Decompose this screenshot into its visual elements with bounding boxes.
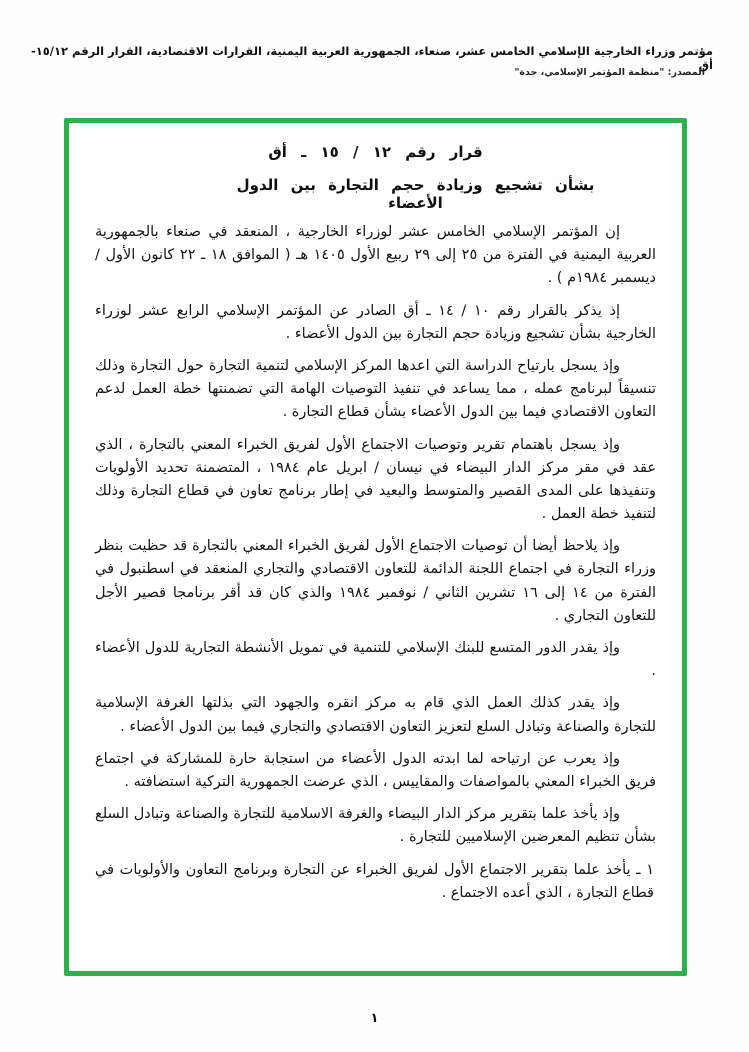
resolution-title: قرار رقم ١٢ / ١٥ ـ أق bbox=[268, 143, 483, 161]
operative-item-1: ١ ـ يأخذ علما بتقرير الاجتماع الأول لفريق الخبراء عن التجارة وبرنامج التعاون والأولويات في قطاع التجارة ، الذي أعده الاجتماع . bbox=[95, 861, 654, 901]
recital-paragraph: وإذ يقدر الدور المتسع للبنك الإسلامي للتنمية في تمويل الأنشطة التجارية للدول الأعضاء . bbox=[95, 640, 656, 680]
preamble-paragraph: إن المؤتمر الإسلامي الخامس عشر لوزراء الخارجية ، المنعقد في صنعاء بالجمهورية العربية اليمنية في الفترة من ٢٥ إلى ٢٩ ربيع الأول ١٤٠٥ هـ ( الموافق ١٨ ـ ٢٢ كانون الأول / ديسمبر ١٩٨٤م ) . bbox=[95, 224, 656, 287]
resolution-body bbox=[95, 221, 656, 905]
resolution-green-frame bbox=[64, 118, 687, 976]
recital-paragraph: وإذ يعرب عن ارتياحه لما ابدته الدول الأعضاء من استجابة حارة للمشاركة في اجتماع فريق الخبراء المعني بالمواصفات والمقاييس ، الذي عرضت الجمهورية التركية استضافته . bbox=[95, 750, 656, 790]
recital-paragraph: وإذ يأخذ علما بتقرير مركز الدار البيضاء والغرفة الاسلامية للتجارة والصناعة وتبادل السلع بشأن تنظيم المعرضين الإسلاميين للتجارة . bbox=[95, 806, 656, 846]
resolution-subtitle: بشأن تشجيع وزيادة حجم التجارة بين الدول الأعضاء bbox=[236, 176, 595, 212]
recital-paragraph: وإذ يقدر كذلك العمل الذي قام به مركز انقره والجهود التي بذلتها الغرفة الإسلامية للتجارة والصناعة وتبادل السلع لتعزيز التعاون الاقتصادي والتجاري فيما بين الدول الأعضاء . bbox=[95, 695, 656, 735]
document-citation-header: مؤتمر وزراء الخارجية الإسلامي الخامس عشر، صنعاء، الجمهورية العربية اليمنية، القرارات الاقتصادية، القرار الرقم ١٥/١٢-أق bbox=[30, 44, 713, 72]
document-source-line: المصدر: "منظمة المؤتمر الإسلامي، جدة" bbox=[514, 67, 705, 78]
recital-paragraph: وإذ يسجل باهتمام تقرير وتوصيات الاجتماع الأول لفريق الخبراء المعني بالتجارة ، الذي عقد في مقر مركز الدار البيضاء في نيسان / ابريل عام ١٩٨٤ ، المتضمنة تحديد الأولويات وتنفيذها على المدى القصير والمتوسط والبعيد في إطار برنامج تعاون في قطاع التجارة وذلك لتنفيذ خطة العمل . bbox=[95, 436, 656, 523]
page-number: ١ bbox=[370, 1011, 379, 1026]
recital-paragraph: وإذ يلاحظ أيضا أن توصيات الاجتماع الأول لفريق الخبراء المعني بالتجارة قد حظيت بنظر وزراء التجارة في اجتماع اللجنة الدائمة للتعاون الاقتصادي والتجاري المنعقد في اسطنبول في الفترة من ١٤ إلى ١٦ تشرين الثاني / نوفمبر ١٩٨٤ والذي كان قد أقر برنامجا قصير الأجل للتعاون التجاري . bbox=[95, 538, 656, 624]
recital-paragraph: إذ يذكر بالقرار رقم ١٠ / ١٤ ـ أق الصادر عن المؤتمر الإسلامي الرابع عشر لوزراء الخارجية بشأن تشجيع وزيادة حجم التجارة بين الدول الأعضاء . bbox=[95, 302, 656, 342]
recital-paragraph: وإذ يسجل بارتياح الدراسة التي اعدها المركز الإسلامي لتنمية التجارة حول التجارة وذلك تنسيقاً لبرنامج عمله ، مما يساعد في تنفيذ التوصيات الهامة التي تضمنتها خطة العمل لدعم التعاون الاقتصادي فيما بين الدول الأعضاء بشأن قطاع التجارة . bbox=[95, 357, 656, 421]
